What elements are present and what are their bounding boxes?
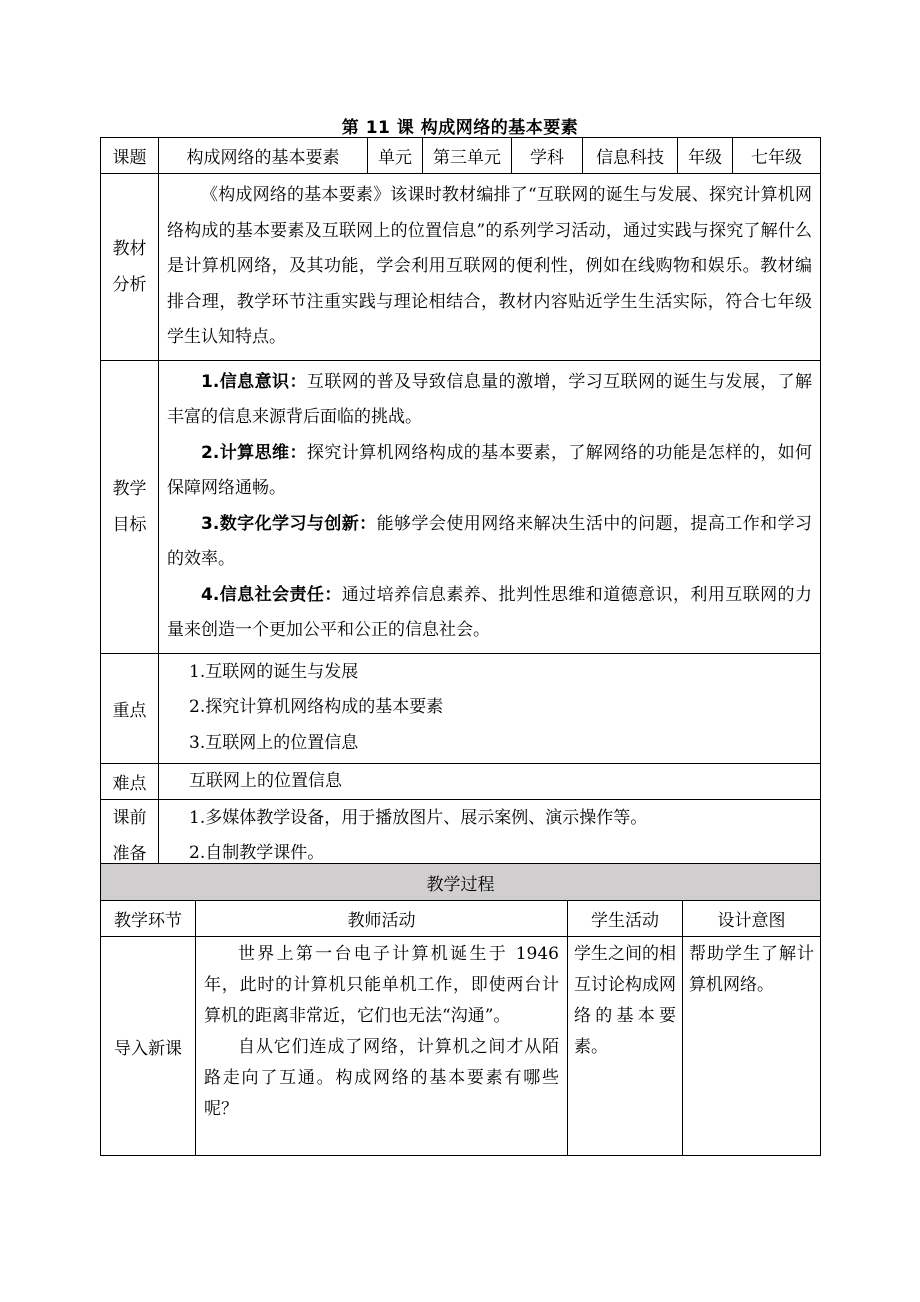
teacher-paragraph: 自从它们连成了网络，计算机之间才从陌路走向了互通。构成网络的基本要素有哪些呢？ <box>204 1037 559 1119</box>
goal-item <box>167 365 812 436</box>
goals-row <box>101 360 821 653</box>
unit-value: 第三单元 <box>423 138 512 174</box>
page-title: 第 11 课 构成网络的基本要素 <box>341 118 579 138</box>
analysis-label-line1: 教材 <box>112 238 147 259</box>
key-points-row <box>101 653 821 763</box>
key-points-label: 重点 <box>101 653 159 763</box>
goal-head: 1.信息意识： <box>201 371 307 392</box>
grade-label: 年级 <box>678 138 733 174</box>
unit-label: 单元 <box>368 138 423 174</box>
design-intent-cell: 帮助学生了解计算机网络。 <box>683 937 821 1156</box>
topic-value: 构成网络的基本要素 <box>159 138 368 174</box>
goal-item <box>167 507 812 578</box>
col-header-stage: 教学环节 <box>101 901 196 937</box>
goal-body: 能够学会使用网络来解决生活中的问题，提高工作和学习的效率。 <box>167 513 813 569</box>
process-banner: 教学过程 <box>101 864 821 901</box>
subject-value: 信息科技 <box>583 138 678 174</box>
process-banner-row <box>101 864 821 901</box>
col-header-teacher: 教师活动 <box>196 901 568 937</box>
analysis-label-line2: 分析 <box>112 274 147 295</box>
goals-label-line1: 教学 <box>112 478 147 499</box>
header-row <box>101 138 821 174</box>
key-point-item: 1.互联网的诞生与发展 <box>189 661 359 682</box>
prep-item: 1.多媒体教学设备，用于播放图片、展示案例、演示操作等。 <box>189 807 648 828</box>
prep-label-line1: 课前 <box>112 808 147 828</box>
col-header-student: 学生活动 <box>568 901 683 937</box>
analysis-row <box>101 174 821 361</box>
key-point-item: 3.互联网上的位置信息 <box>189 732 359 753</box>
goals-cell <box>159 360 821 653</box>
teacher-paragraph: 世界上第一台电子计算机诞生于 1946 年，此时的计算机只能单机工作，即使两台计算机的距离非常近，它们也无法“沟通”。 <box>204 944 559 1026</box>
goal-item <box>167 578 812 649</box>
goal-head: 4.信息社会责任： <box>201 584 342 605</box>
topic-label: 课题 <box>101 138 159 174</box>
goals-label <box>101 360 159 653</box>
stage-cell: 导入新课 <box>101 937 196 1156</box>
col-header-intent: 设计意图 <box>683 901 821 937</box>
difficulty-cell <box>159 763 821 800</box>
student-activity-cell: 学生之间的相互讨论构成网络的基本要素。 <box>568 937 683 1156</box>
analysis-text: 《构成网络的基本要素》该课时教材编排了“互联网的诞生与发展、探究计算机网络构成的基本要素及互联网上的位置信息”的系列学习活动，通过实践与探究了解什么是计算机网络，及其功能，学会利用互联网的便利性，例如在线购物和娱乐。教材编排合理，教学环节注重实践与理论相结合，教材内容贴近学生生活实际，符合七年级学生认知特点。 <box>167 185 812 347</box>
key-point-item: 2.探究计算机网络构成的基本要素 <box>189 697 444 718</box>
process-table <box>100 863 821 1156</box>
difficulty-text: 互联网上的位置信息 <box>189 770 342 791</box>
subject-label: 学科 <box>512 138 583 174</box>
process-header-row <box>101 901 821 937</box>
goal-head: 3.数字化学习与创新： <box>201 513 377 534</box>
process-row <box>101 937 821 1156</box>
goal-body: 互联网的普及导致信息量的激增，学习互联网的诞生与发展，了解丰富的信息来源背后面临的挑战。 <box>167 371 812 427</box>
goal-item <box>167 436 812 507</box>
analysis-cell <box>159 174 821 361</box>
key-points-cell <box>159 653 821 763</box>
teacher-activity-cell <box>196 937 568 1156</box>
grade-value: 七年级 <box>733 138 821 174</box>
goal-body: 通过培养信息素养、批判性思维和道德意识，利用互联网的力量来创造一个更加公平和公正的信息社会。 <box>167 584 812 640</box>
analysis-label <box>101 174 159 361</box>
prep-cell <box>159 800 821 873</box>
goals-label-line2: 目标 <box>112 514 147 535</box>
goal-head: 2.计算思维： <box>201 442 307 463</box>
lesson-info-table <box>100 137 821 873</box>
prep-row <box>101 800 821 873</box>
prep-item: 2.自制教学课件。 <box>189 843 325 863</box>
prep-label-line2: 准备 <box>112 844 147 864</box>
prep-label <box>101 800 159 873</box>
difficulty-row <box>101 763 821 800</box>
difficulty-label: 难点 <box>101 763 159 800</box>
goal-body: 探究计算机网络构成的基本要素，了解网络的功能是怎样的，如何保障网络通畅。 <box>167 442 812 498</box>
